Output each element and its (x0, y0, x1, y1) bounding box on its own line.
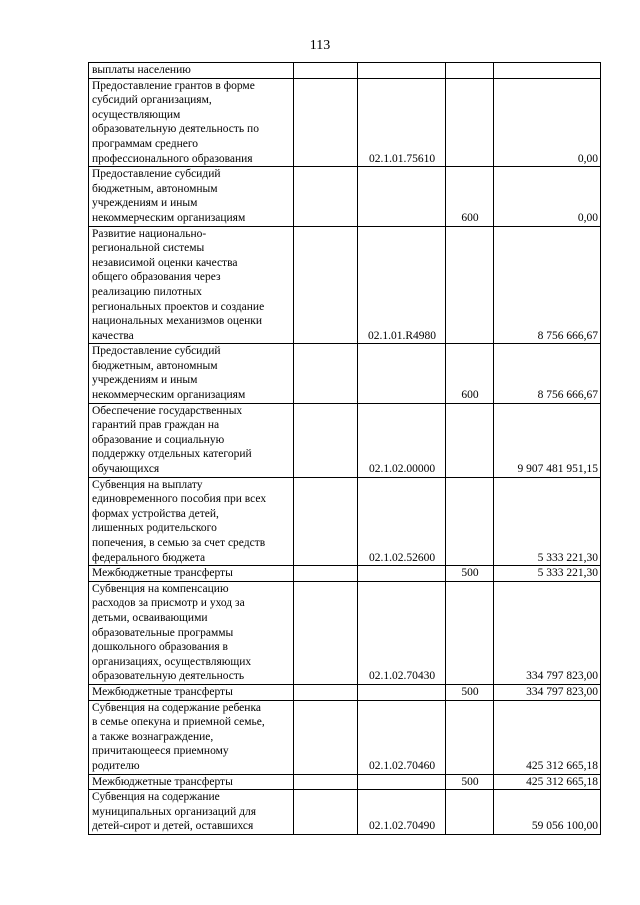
expense-type-cell (446, 581, 494, 684)
budget-table-body (89, 63, 601, 835)
classification-code-cell: 02.1.02.00000 (358, 403, 446, 477)
classification-code-cell (358, 63, 446, 79)
empty-cell (294, 684, 358, 700)
item-name-cell: Предоставление субсидий бюджетным, автономным учреждениям и иным некоммерческим организациям (89, 344, 294, 403)
amount-cell: 5 333 221,30 (494, 566, 601, 582)
classification-code-cell: 02.1.02.70460 (358, 700, 446, 774)
expense-type-cell (446, 63, 494, 79)
table-row (89, 684, 601, 700)
amount-cell: 5 333 221,30 (494, 477, 601, 566)
item-name-cell: Субвенция на содержание муниципальных организаций для детей-сирот и детей, оставшихся (89, 790, 294, 835)
page-number: 113 (309, 38, 331, 53)
table-row (89, 581, 601, 684)
expense-type-cell: 500 (446, 566, 494, 582)
amount-cell: 8 756 666,67 (494, 344, 601, 403)
classification-code-cell (358, 566, 446, 582)
item-name-cell: Субвенция на компенсацию расходов за присмотр и уход за детьми, осваивающими образовательные программы дошкольного образования в организациях, осуществляющих образовательную деятельность (89, 581, 294, 684)
classification-code-cell: 02.1.02.70490 (358, 790, 446, 835)
classification-code-cell: 02.1.01.75610 (358, 78, 446, 167)
empty-cell (294, 167, 358, 226)
empty-cell (294, 344, 358, 403)
expense-type-cell (446, 78, 494, 167)
classification-code-cell (358, 344, 446, 403)
empty-cell (294, 226, 358, 344)
expense-type-cell (446, 700, 494, 774)
empty-cell (294, 477, 358, 566)
empty-cell (294, 700, 358, 774)
item-name-cell: выплаты населению (89, 63, 294, 79)
amount-cell: 425 312 665,18 (494, 774, 601, 790)
item-name-cell: Межбюджетные трансферты (89, 566, 294, 582)
expense-type-cell: 600 (446, 344, 494, 403)
amount-cell (494, 63, 601, 79)
table-row (89, 477, 601, 566)
classification-code-cell (358, 774, 446, 790)
expense-type-cell: 600 (446, 167, 494, 226)
table-row (89, 566, 601, 582)
empty-cell (294, 774, 358, 790)
table-row (89, 226, 601, 344)
classification-code-cell (358, 167, 446, 226)
expense-type-cell (446, 226, 494, 344)
table-row (89, 774, 601, 790)
amount-cell: 0,00 (494, 78, 601, 167)
expense-type-cell (446, 790, 494, 835)
amount-cell: 59 056 100,00 (494, 790, 601, 835)
amount-cell: 334 797 823,00 (494, 581, 601, 684)
empty-cell (294, 63, 358, 79)
item-name-cell: Межбюджетные трансферты (89, 774, 294, 790)
item-name-cell: Субвенция на выплату единовременного пособия при всех формах устройства детей, лишенных родительского попечения, в семью за счет средств федерального бюджета (89, 477, 294, 566)
item-name-cell: Предоставление грантов в форме субсидий организациям, осуществляющим образовательную деятельность по программам среднего профессионального образования (89, 78, 294, 167)
item-name-cell: Обеспечение государственных гарантий прав граждан на образование и социальную поддержку отдельных категорий обучающихся (89, 403, 294, 477)
item-name-cell: Предоставление субсидий бюджетным, автономным учреждениям и иным некоммерческим организациям (89, 167, 294, 226)
expense-type-cell: 500 (446, 684, 494, 700)
empty-cell (294, 78, 358, 167)
table-row (89, 790, 601, 835)
item-name-cell: Субвенция на содержание ребенка в семье опекуна и приемной семье, а также вознаграждение, причитающееся приемному родителю (89, 700, 294, 774)
table-row (89, 700, 601, 774)
classification-code-cell: 02.1.02.70430 (358, 581, 446, 684)
expense-type-cell: 500 (446, 774, 494, 790)
classification-code-cell: 02.1.01.R4980 (358, 226, 446, 344)
table-row (89, 167, 601, 226)
empty-cell (294, 403, 358, 477)
budget-table (88, 62, 601, 835)
amount-cell: 8 756 666,67 (494, 226, 601, 344)
table-row (89, 78, 601, 167)
classification-code-cell (358, 684, 446, 700)
table-row (89, 63, 601, 79)
item-name-cell: Межбюджетные трансферты (89, 684, 294, 700)
expense-type-cell (446, 403, 494, 477)
item-name-cell: Развитие национально- региональной системы независимой оценки качества общего образования через реализацию пилотных региональных проектов и создание национальных механизмов оценки качества (89, 226, 294, 344)
expense-type-cell (446, 477, 494, 566)
amount-cell: 425 312 665,18 (494, 700, 601, 774)
table-row (89, 344, 601, 403)
classification-code-cell: 02.1.02.52600 (358, 477, 446, 566)
empty-cell (294, 566, 358, 582)
amount-cell: 0,00 (494, 167, 601, 226)
amount-cell: 334 797 823,00 (494, 684, 601, 700)
amount-cell: 9 907 481 951,15 (494, 403, 601, 477)
empty-cell (294, 790, 358, 835)
table-row (89, 403, 601, 477)
empty-cell (294, 581, 358, 684)
